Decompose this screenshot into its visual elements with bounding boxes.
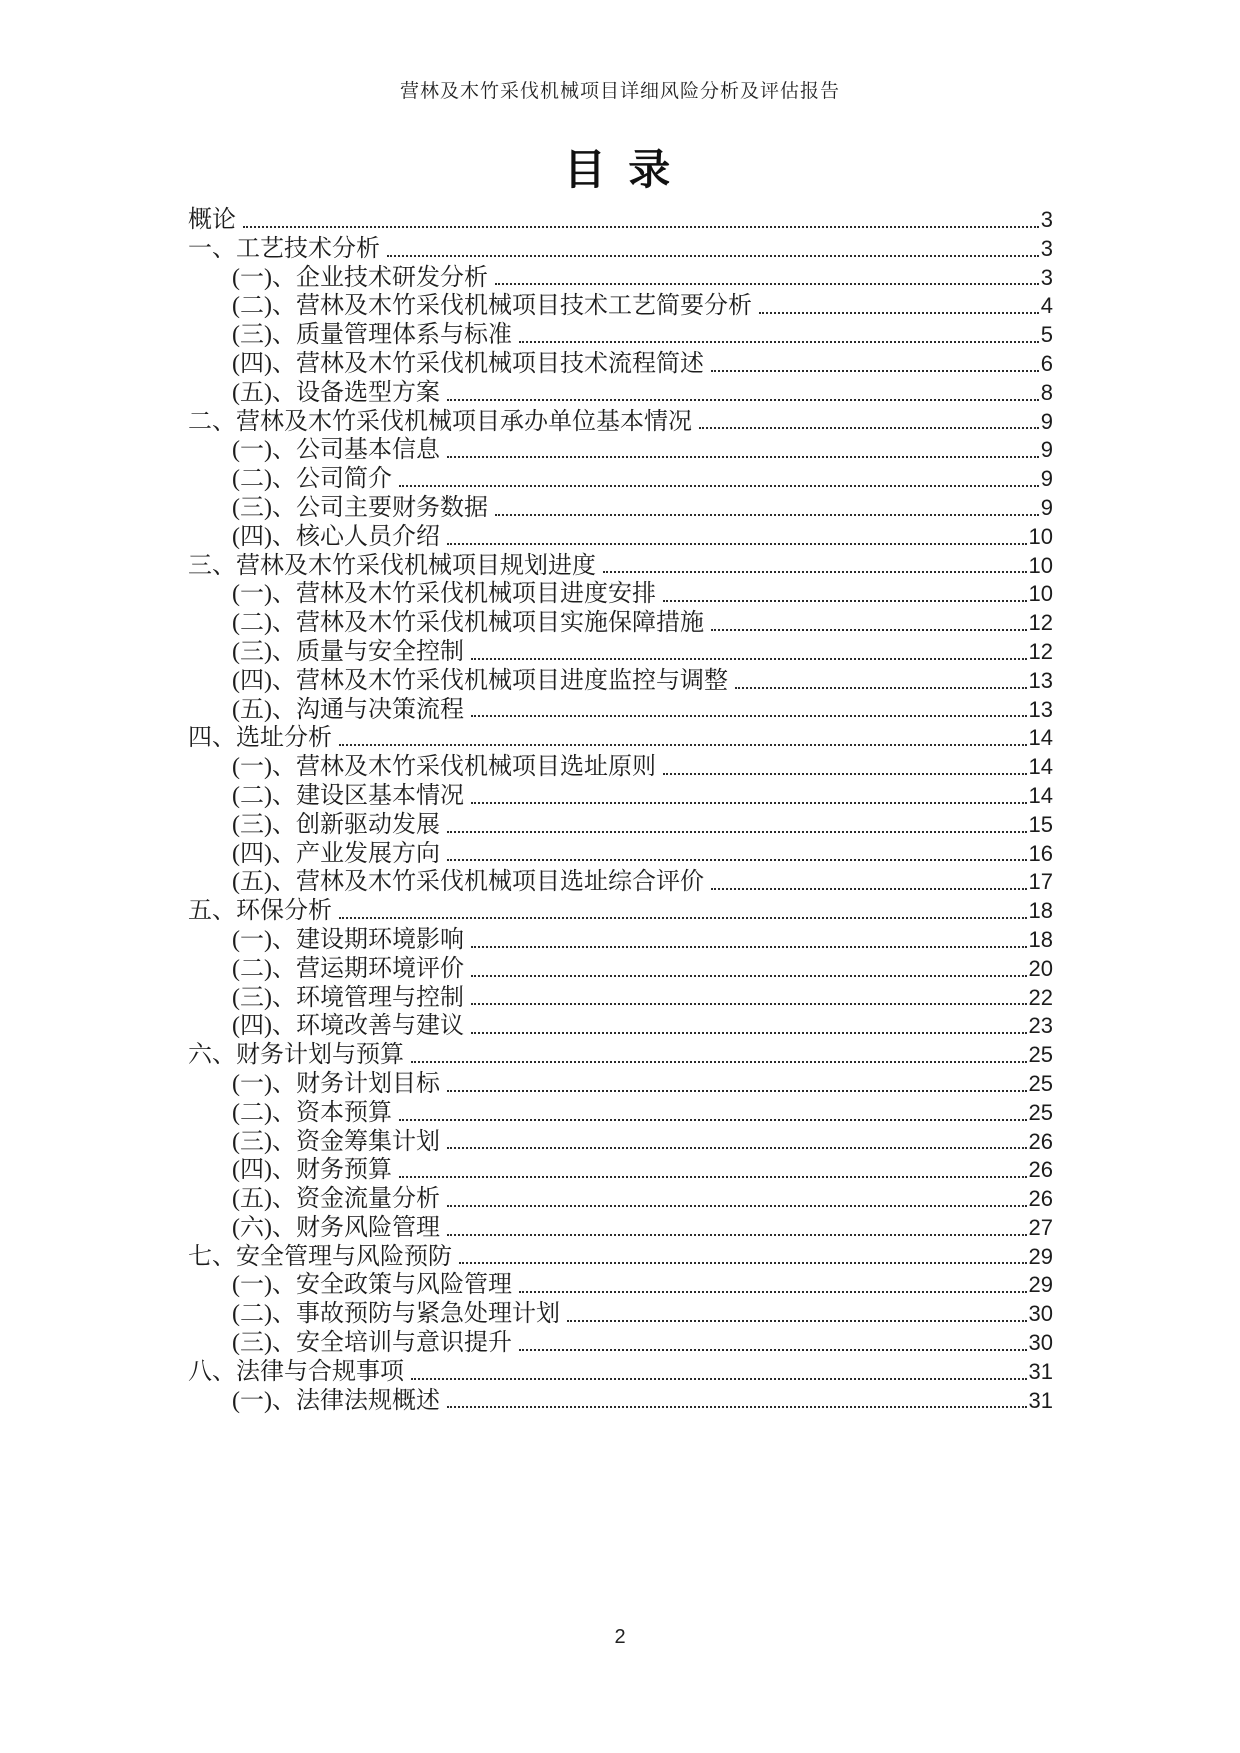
toc-entry-page: 22 bbox=[1028, 984, 1053, 1010]
toc-entry-label: (三)、环境管理与控制 bbox=[232, 984, 464, 1011]
toc-entry[interactable] bbox=[188, 1329, 1053, 1358]
toc-leader-dots bbox=[471, 715, 1027, 717]
toc-entry-page: 18 bbox=[1028, 898, 1053, 924]
toc-entry-page: 31 bbox=[1028, 1387, 1053, 1413]
toc-entry[interactable] bbox=[188, 1271, 1053, 1300]
toc-entry-label: 二、营林及木竹采伐机械项目承办单位基本情况 bbox=[188, 408, 692, 435]
toc-entry[interactable] bbox=[188, 840, 1053, 869]
toc-entry-page: 14 bbox=[1028, 782, 1053, 808]
toc-leader-dots bbox=[447, 399, 1039, 401]
document-header-title: 营林及木竹采伐机械项目详细风险分析及评估报告 bbox=[399, 81, 840, 102]
toc-leader-dots bbox=[411, 1378, 1027, 1380]
toc-entry[interactable] bbox=[188, 782, 1053, 811]
toc-entry-page: 25 bbox=[1028, 1070, 1053, 1096]
toc-entry[interactable] bbox=[188, 724, 1053, 753]
toc-entry[interactable] bbox=[188, 1128, 1053, 1157]
toc-entry[interactable] bbox=[188, 436, 1053, 465]
toc-entry-page: 9 bbox=[1040, 408, 1053, 434]
toc-entry[interactable] bbox=[188, 696, 1053, 725]
toc-entry-label: (五)、资金流量分析 bbox=[232, 1186, 440, 1213]
toc-leader-dots bbox=[471, 658, 1027, 660]
toc-leader-dots bbox=[447, 543, 1027, 545]
toc-entry-page: 3 bbox=[1040, 207, 1053, 232]
toc-leader-dots bbox=[387, 255, 1039, 257]
toc-entry[interactable] bbox=[188, 1358, 1053, 1387]
toc-entry-page: 18 bbox=[1028, 926, 1053, 952]
toc-entry-label: (四)、产业发展方向 bbox=[232, 840, 440, 867]
toc-leader-dots bbox=[411, 1061, 1027, 1063]
toc-leader-dots bbox=[495, 283, 1039, 285]
toc-entry-page: 25 bbox=[1028, 1099, 1053, 1125]
toc-leader-dots bbox=[711, 370, 1039, 372]
toc-entry-page: 25 bbox=[1028, 1042, 1053, 1068]
toc-entry-page: 9 bbox=[1040, 466, 1053, 492]
toc-leader-dots bbox=[663, 600, 1027, 602]
toc-entry[interactable] bbox=[188, 1099, 1053, 1128]
toc-entry-label: 八、法律与合规事项 bbox=[188, 1358, 404, 1385]
toc-title: 目 录 bbox=[563, 148, 677, 194]
toc-entry-page: 8 bbox=[1040, 379, 1053, 405]
toc-leader-dots bbox=[663, 773, 1027, 775]
toc-entry-page: 27 bbox=[1028, 1214, 1053, 1240]
toc-entry-label: 一、工艺技术分析 bbox=[188, 235, 380, 262]
page-number: 2 bbox=[614, 1626, 626, 1648]
toc-entry-label: (三)、资金筹集计划 bbox=[232, 1128, 440, 1155]
toc-leader-dots bbox=[447, 456, 1039, 458]
toc-entry[interactable] bbox=[188, 580, 1053, 609]
toc-entry-page: 9 bbox=[1040, 437, 1053, 463]
toc-entry-label: (三)、质量管理体系与标准 bbox=[232, 322, 512, 349]
toc-entry[interactable] bbox=[188, 1156, 1053, 1185]
toc-entry[interactable] bbox=[188, 753, 1053, 782]
toc-entry[interactable] bbox=[188, 408, 1053, 437]
toc-entry-page: 15 bbox=[1028, 811, 1053, 837]
toc-entry-label: (四)、财务预算 bbox=[232, 1157, 392, 1184]
toc-leader-dots bbox=[603, 571, 1027, 573]
toc-entry-label: (二)、事故预防与紧急处理计划 bbox=[232, 1301, 560, 1328]
toc-entry[interactable] bbox=[188, 465, 1053, 494]
toc-entry-label: (五)、营林及木竹采伐机械项目选址综合评价 bbox=[232, 869, 704, 896]
toc-entry-page: 3 bbox=[1040, 235, 1053, 261]
toc-entry-page: 6 bbox=[1040, 350, 1053, 376]
toc-list bbox=[188, 206, 1053, 1415]
toc-entry-label: (二)、资本预算 bbox=[232, 1099, 392, 1126]
toc-entry-page: 3 bbox=[1040, 264, 1053, 290]
toc-leader-dots bbox=[735, 687, 1027, 689]
toc-entry[interactable] bbox=[188, 926, 1053, 955]
toc-entry[interactable] bbox=[188, 1041, 1053, 1070]
toc-leader-dots bbox=[447, 1406, 1027, 1408]
toc-entry-label: (二)、公司简介 bbox=[232, 466, 392, 493]
toc-leader-dots bbox=[447, 1147, 1027, 1149]
toc-entry-label: 七、安全管理与风险预防 bbox=[188, 1243, 452, 1270]
toc-leader-dots bbox=[399, 1119, 1027, 1121]
toc-leader-dots bbox=[519, 1291, 1027, 1293]
toc-entry[interactable] bbox=[188, 264, 1053, 293]
toc-entry-label: (一)、营林及木竹采伐机械项目进度安排 bbox=[232, 581, 656, 608]
toc-entry-page: 13 bbox=[1028, 696, 1053, 722]
toc-leader-dots bbox=[711, 629, 1027, 631]
toc-entry-label: (二)、建设区基本情况 bbox=[232, 782, 464, 809]
toc-leader-dots bbox=[339, 744, 1027, 746]
toc-entry-label: (四)、环境改善与建议 bbox=[232, 1013, 464, 1040]
toc-entry-label: 六、财务计划与预算 bbox=[188, 1042, 404, 1069]
toc-entry-page: 30 bbox=[1028, 1330, 1053, 1356]
toc-entry[interactable] bbox=[188, 1012, 1053, 1041]
toc-leader-dots bbox=[447, 1234, 1027, 1236]
toc-entry-label: (二)、营林及木竹采伐机械项目实施保障措施 bbox=[232, 610, 704, 637]
toc-leader-dots bbox=[471, 946, 1027, 948]
toc-entry-page: 10 bbox=[1028, 581, 1053, 607]
toc-entry[interactable] bbox=[188, 350, 1053, 379]
toc-entry-label: (一)、财务计划目标 bbox=[232, 1070, 440, 1097]
toc-entry-page: 16 bbox=[1028, 840, 1053, 866]
toc-leader-dots bbox=[519, 1349, 1027, 1351]
toc-leader-dots bbox=[471, 802, 1027, 804]
toc-entry-page: 4 bbox=[1040, 293, 1053, 319]
toc-entry-label: (一)、公司基本信息 bbox=[232, 437, 440, 464]
toc-entry-page: 29 bbox=[1028, 1243, 1053, 1269]
toc-entry-page: 26 bbox=[1028, 1157, 1053, 1183]
toc-entry-page: 30 bbox=[1028, 1301, 1053, 1327]
toc-entry-label: (三)、公司主要财务数据 bbox=[232, 494, 488, 521]
toc-entry-label: (一)、营林及木竹采伐机械项目选址原则 bbox=[232, 754, 656, 781]
toc-leader-dots bbox=[711, 888, 1027, 890]
toc-leader-dots bbox=[447, 1090, 1027, 1092]
toc-entry[interactable] bbox=[188, 235, 1053, 264]
toc-entry[interactable] bbox=[188, 1070, 1053, 1099]
toc-entry-page: 9 bbox=[1040, 494, 1053, 520]
toc-entry[interactable] bbox=[188, 552, 1053, 581]
toc-leader-dots bbox=[495, 514, 1039, 516]
toc-entry-page: 23 bbox=[1028, 1013, 1053, 1039]
toc-entry-page: 12 bbox=[1028, 638, 1053, 664]
toc-entry-page: 29 bbox=[1028, 1272, 1053, 1298]
toc-entry-label: (四)、核心人员介绍 bbox=[232, 523, 440, 550]
toc-entry[interactable] bbox=[188, 667, 1053, 696]
toc-entry[interactable] bbox=[188, 638, 1053, 667]
toc-leader-dots bbox=[699, 427, 1039, 429]
toc-entry[interactable] bbox=[188, 984, 1053, 1013]
toc-entry-label: 五、环保分析 bbox=[188, 898, 332, 925]
toc-entry-page: 12 bbox=[1028, 610, 1053, 636]
toc-entry-page: 31 bbox=[1028, 1358, 1053, 1384]
toc-entry-label: (二)、营林及木竹采伐机械项目技术工艺简要分析 bbox=[232, 293, 752, 320]
toc-entry[interactable] bbox=[188, 609, 1053, 638]
toc-leader-dots bbox=[339, 917, 1027, 919]
toc-leader-dots bbox=[447, 1205, 1027, 1207]
toc-entry[interactable] bbox=[188, 897, 1053, 926]
toc-entry-label: 概论 bbox=[188, 207, 236, 233]
toc-leader-dots bbox=[447, 831, 1027, 833]
toc-entry-page: 10 bbox=[1028, 523, 1053, 549]
toc-entry-label: (五)、设备选型方案 bbox=[232, 379, 440, 406]
toc-entry-label: (四)、营林及木竹采伐机械项目技术流程简述 bbox=[232, 350, 704, 377]
toc-entry-page: 14 bbox=[1028, 754, 1053, 780]
toc-entry[interactable] bbox=[188, 321, 1053, 350]
toc-entry[interactable] bbox=[188, 1300, 1053, 1329]
toc-leader-dots bbox=[447, 859, 1027, 861]
toc-entry-label: (一)、法律法规概述 bbox=[232, 1387, 440, 1414]
toc-entry[interactable] bbox=[188, 1214, 1053, 1243]
toc-entry-label: (六)、财务风险管理 bbox=[232, 1214, 440, 1241]
toc-entry[interactable] bbox=[188, 523, 1053, 552]
toc-entry-page: 26 bbox=[1028, 1186, 1053, 1212]
toc-leader-dots bbox=[471, 975, 1027, 977]
toc-entry-label: (一)、企业技术研发分析 bbox=[232, 264, 488, 291]
toc-entry[interactable] bbox=[188, 292, 1053, 321]
toc-leader-dots bbox=[519, 341, 1039, 343]
toc-entry-label: (五)、沟通与决策流程 bbox=[232, 696, 464, 723]
toc-entry[interactable] bbox=[188, 811, 1053, 840]
toc-entry-label: 三、营林及木竹采伐机械项目规划进度 bbox=[188, 552, 596, 579]
toc-leader-dots bbox=[471, 1032, 1027, 1034]
toc-entry-label: (二)、营运期环境评价 bbox=[232, 955, 464, 982]
toc-entry[interactable] bbox=[188, 955, 1053, 984]
toc-entry[interactable] bbox=[188, 494, 1053, 523]
toc-entry[interactable] bbox=[188, 1243, 1053, 1272]
toc-entry-page: 26 bbox=[1028, 1128, 1053, 1154]
toc-entry[interactable] bbox=[188, 1387, 1053, 1416]
toc-entry-label: (四)、营林及木竹采伐机械项目进度监控与调整 bbox=[232, 667, 728, 694]
toc-entry-page: 13 bbox=[1028, 667, 1053, 693]
toc-entry-label: (三)、安全培训与意识提升 bbox=[232, 1330, 512, 1357]
toc-entry-page: 14 bbox=[1028, 725, 1053, 751]
toc-leader-dots bbox=[399, 1176, 1027, 1178]
toc-entry-page: 17 bbox=[1028, 869, 1053, 895]
toc-leader-dots bbox=[399, 485, 1039, 487]
toc-entry[interactable] bbox=[188, 1185, 1053, 1214]
toc-entry-label: (一)、建设期环境影响 bbox=[232, 926, 464, 953]
toc-entry-page: 20 bbox=[1028, 955, 1053, 981]
toc-leader-dots bbox=[243, 226, 1039, 228]
toc-entry[interactable] bbox=[188, 206, 1053, 235]
toc-entry[interactable] bbox=[188, 379, 1053, 408]
toc-leader-dots bbox=[459, 1262, 1027, 1264]
toc-entry-label: (三)、质量与安全控制 bbox=[232, 638, 464, 665]
toc-leader-dots bbox=[759, 312, 1039, 314]
toc-entry-label: (一)、安全政策与风险管理 bbox=[232, 1272, 512, 1299]
toc-entry-page: 5 bbox=[1040, 322, 1053, 348]
toc-entry-label: 四、选址分析 bbox=[188, 725, 332, 752]
toc-leader-dots bbox=[567, 1320, 1027, 1322]
toc-entry-page: 10 bbox=[1028, 552, 1053, 578]
toc-leader-dots bbox=[471, 1003, 1027, 1005]
toc-entry[interactable] bbox=[188, 868, 1053, 897]
toc-entry-label: (三)、创新驱动发展 bbox=[232, 811, 440, 838]
